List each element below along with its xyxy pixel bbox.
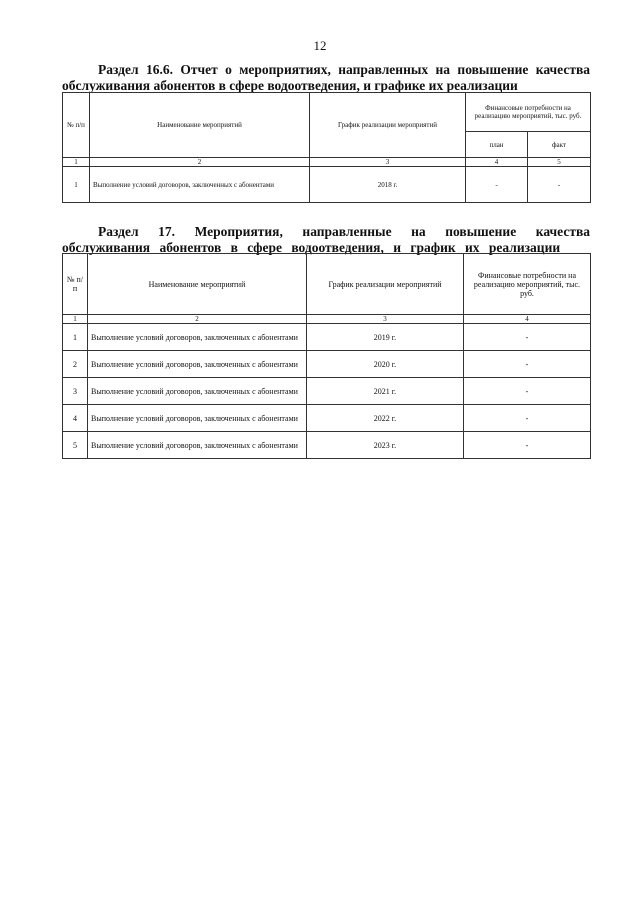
- row-num: 2: [63, 351, 88, 378]
- index-cell: 4: [466, 158, 528, 167]
- row-num: 4: [63, 405, 88, 432]
- index-cell: 1: [63, 158, 90, 167]
- index-cell: 4: [464, 315, 591, 324]
- table-row: [63, 351, 591, 378]
- row-schedule: 2022 г.: [307, 405, 464, 432]
- header-num: № п/п: [63, 254, 88, 315]
- row-num: 5: [63, 432, 88, 459]
- index-cell: 2: [88, 315, 307, 324]
- header-plan: план: [466, 132, 528, 158]
- row-name: Выполнение условий договоров, заключенных с абонентами: [88, 432, 307, 459]
- section-17-table: [62, 253, 591, 459]
- row-schedule: 2020 г.: [307, 351, 464, 378]
- row-finance: -: [464, 324, 591, 351]
- table-row: [63, 324, 591, 351]
- header-finance: Финансовые потребности на реализацию мероприятий, тыс. руб.: [464, 254, 591, 315]
- table-row: [63, 405, 591, 432]
- header-finance: Финансовые потребности на реализацию мероприятий, тыс. руб.: [466, 93, 591, 132]
- index-row: [63, 158, 591, 167]
- row-finance: -: [464, 378, 591, 405]
- row-num: 3: [63, 378, 88, 405]
- row-name: Выполнение условий договоров, заключенных с абонентами: [88, 405, 307, 432]
- row-finance: -: [464, 432, 591, 459]
- row-num: 1: [63, 167, 90, 203]
- page-number: 12: [313, 38, 327, 53]
- header-name: Наименование мероприятий: [90, 93, 310, 158]
- section-17-heading: Раздел 17. Мероприятия, направленные на повышение качества обслуживания абонентов в сфере водоотведения, и график их реализации: [62, 224, 590, 255]
- table-row: [63, 378, 591, 405]
- section-16-6-table: [62, 92, 591, 203]
- table-row: [63, 432, 591, 459]
- index-row: [63, 315, 591, 324]
- row-fact: -: [528, 167, 591, 203]
- row-finance: -: [464, 351, 591, 378]
- row-name: Выполнение условий договоров, заключенных с абонентами: [88, 324, 307, 351]
- section-16-6-heading: Раздел 16.6. Отчет о мероприятиях, направленных на повышение качества обслуживания абонентов в сфере водоотведения, и графике их реализации: [62, 62, 590, 93]
- index-cell: 3: [307, 315, 464, 324]
- index-cell: 2: [90, 158, 310, 167]
- row-name: Выполнение условий договоров, заключенных с абонентами: [88, 378, 307, 405]
- row-schedule: 2018 г.: [310, 167, 466, 203]
- index-cell: 1: [63, 315, 88, 324]
- row-plan: -: [466, 167, 528, 203]
- row-schedule: 2021 г.: [307, 378, 464, 405]
- header-schedule: График реализации мероприятий: [307, 254, 464, 315]
- header-name: Наименование мероприятий: [88, 254, 307, 315]
- row-schedule: 2019 г.: [307, 324, 464, 351]
- index-cell: 5: [528, 158, 591, 167]
- table-row: [63, 167, 591, 203]
- header-fact: факт: [528, 132, 591, 158]
- row-schedule: 2023 г.: [307, 432, 464, 459]
- row-num: 1: [63, 324, 88, 351]
- row-name: Выполнение условий договоров, заключенных с абонентами: [88, 351, 307, 378]
- header-num: № п/п: [63, 93, 90, 158]
- header-schedule: График реализации мероприятий: [310, 93, 466, 158]
- row-name: Выполнение условий договоров, заключенных с абонентами: [90, 167, 310, 203]
- row-finance: -: [464, 405, 591, 432]
- index-cell: 3: [310, 158, 466, 167]
